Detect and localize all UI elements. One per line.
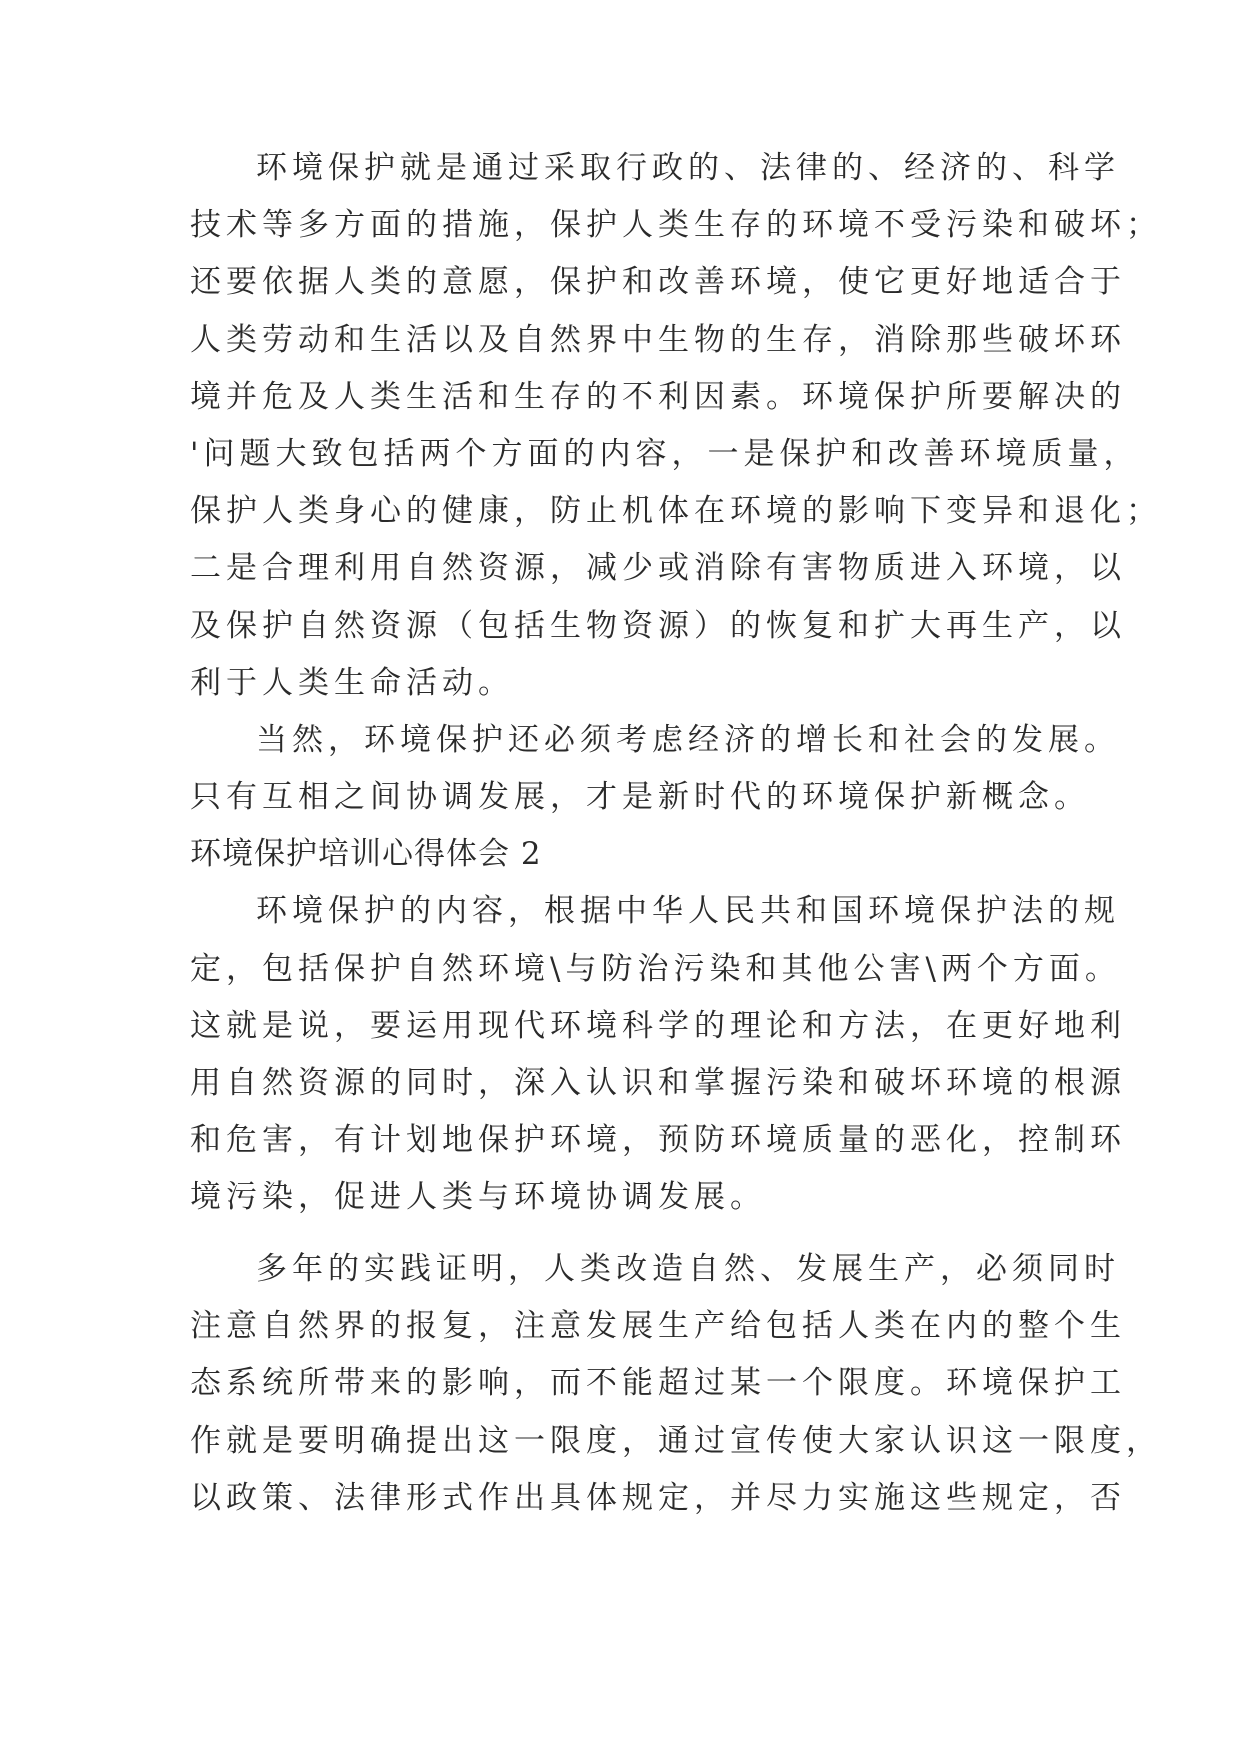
text-line: 保护人类身心的健康，防止机体在环境的影响下变异和退化； (190, 493, 1162, 529)
text-line: 技术等多方面的措施，保护人类生存的环境不受污染和破坏； (190, 207, 1162, 243)
text-line: 二是合理利用自然资源，减少或消除有害物质进入环境，以 (190, 550, 1126, 586)
section-heading: 环境保护培训心得体会 2 (190, 836, 542, 872)
text-line: 境并危及人类生活和生存的不利因素。环境保护所要解决的 (190, 379, 1126, 415)
text-line: 和危害，有计划地保护环境，预防环境质量的恶化，控制环 (190, 1122, 1126, 1158)
text-line: 以政策、法律形式作出具体规定，并尽力实施这些规定，否 (190, 1480, 1126, 1516)
text-line: 态系统所带来的影响，而不能超过某一个限度。环境保护工 (190, 1365, 1126, 1401)
text-line: 还要依据人类的意愿，保护和改善环境，使它更好地适合于 (190, 264, 1126, 300)
text-line: 人类劳动和生活以及自然界中生物的生存，消除那些破坏环 (190, 322, 1126, 358)
text-line: 及保护自然资源（包括生物资源）的恢复和扩大再生产，以 (190, 608, 1126, 644)
text-line: 环境保护的内容，根据中华人民共和国环境保护法的规 (256, 893, 1120, 929)
text-line: 只有互相之间协调发展，才是新时代的环境保护新概念。 (190, 779, 1090, 815)
text-line: 环境保护就是通过采取行政的、法律的、经济的、科学 (256, 150, 1120, 186)
text-line: 定，包括保护自然环境\与防治污染和其他公害\两个方面。 (190, 951, 1121, 987)
text-line: 用自然资源的同时，深入认识和掌握污染和破坏环境的根源 (190, 1065, 1126, 1101)
text-line: 这就是说，要运用现代环境科学的理论和方法，在更好地利 (190, 1008, 1126, 1044)
text-line: 作就是要明确提出这一限度，通过宣传使大家认识这一限度， (190, 1423, 1162, 1459)
text-line: '问题大致包括两个方面的内容，一是保护和改善环境质量， (190, 436, 1140, 472)
text-line: 注意自然界的报复，注意发展生产给包括人类在内的整个生 (190, 1308, 1126, 1344)
text-line: 多年的实践证明，人类改造自然、发展生产，必须同时 (256, 1251, 1120, 1287)
text-line: 境污染，促进人类与环境协调发展。 (190, 1179, 766, 1215)
text-line: 当然，环境保护还必须考虑经济的增长和社会的发展。 (256, 722, 1120, 758)
text-line: 利于人类生命活动。 (190, 665, 514, 701)
